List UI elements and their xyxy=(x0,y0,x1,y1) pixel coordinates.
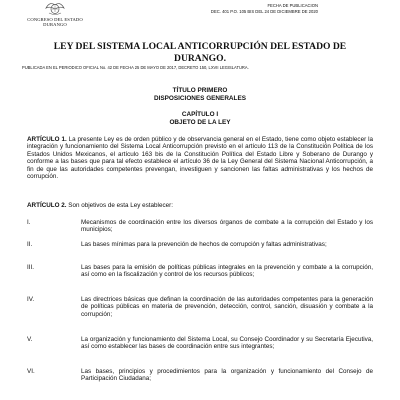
publication-note: PUBLICADA EN EL PERIODICO OFICIAL No. 42 DE FECHA 25 DE MAYO DE 2017, DECRETO 150, LXVII LEGISLATURA. xyxy=(22,65,249,70)
list-item-text: Las directrices básicas que definan la coordinación de las autoridades competentes para la generación de políticas públicas en materia de prevención, detección, control, sanción, disuasión y combate a la corrupción; xyxy=(81,296,373,318)
list-item-text: Las bases mínimas para la prevención de hechos de corrupción y faltas administrativas; xyxy=(81,241,327,248)
list-item-text: La organización y funcionamiento del Sistema Local, su Consejo Coordinador y su Secretaría Ejecutiva, así como establecer las bases de coordinación entre sus integrantes; xyxy=(81,336,373,351)
congress-name: CONGRESO DEL ESTADO xyxy=(27,17,83,22)
congress-state: DURANGO xyxy=(43,22,67,28)
list-item-text: Las bases para la emisión de políticas públicas integrales en la prevención y combate a la corrupción, así como en la fiscalización y control de los recursos públicos; xyxy=(81,264,373,279)
list-item-text: Mecanismos de coordinación entre los diversos órganos de combate a la corrupción del Estado y los municipios; xyxy=(81,219,373,234)
articulo-1-label: ARTÍCULO 1. xyxy=(27,136,67,143)
list-item-number: I. xyxy=(27,219,31,226)
articulo-2-text: Son objetivos de esta Ley establecer: xyxy=(66,202,173,209)
publication-reference: DEC. 401 P.O. 105 BIS DEL 24 DE DICIEMBRE DE 2020 xyxy=(210,8,318,14)
titulo-heading: TÍTULO PRIMERO xyxy=(172,87,228,94)
list-item-number: II. xyxy=(27,241,33,248)
articulo-2 xyxy=(27,202,373,209)
law-title xyxy=(40,41,360,64)
list-item-number: IV. xyxy=(27,296,35,303)
state-coat-of-arms-icon xyxy=(44,0,66,16)
titulo-name: DISPOSICIONES GENERALES xyxy=(154,95,246,102)
articulo-1-text: La presente Ley es de orden público y de observancia general en el Estado, tiene como objeto establecer la integración y funcionamiento del Sistema Local Anticorrupción previsto en el artículo 113 de la Constitución Política de los Estados Unidos Mexicanos, el artículo 163 bis de la Constitución Política del Estado Libre y Soberano de Durango y conforme a las bases que para tal efecto establece el artículo 36 de la Ley General del Sistema Nacional Anticorrupción, a fin de que las autoridades competentes prevengan, investiguen y sancionen las faltas administrativas y los hechos de corrupción. xyxy=(27,136,373,181)
articulo-1 xyxy=(27,136,373,180)
law-title-line-1: LEY DEL SISTEMA LOCAL ANTICORRUPCIÓN DEL ESTADO DE xyxy=(53,41,347,52)
list-item-text: Las bases, principios y procedimientos para la organización y funcionamiento del Consejo de Participación Ciudadana; xyxy=(81,368,373,383)
capitulo-heading: CAPÍTULO I xyxy=(181,111,219,118)
congress-label xyxy=(22,17,88,28)
list-item-number: III. xyxy=(27,264,34,271)
law-title-line-2: DURANGO. xyxy=(174,52,226,64)
publication-date-label: FECHA DE PUBLICACION xyxy=(267,3,318,8)
list-item-number: V. xyxy=(27,336,33,343)
articulo-2-label: ARTÍCULO 2. xyxy=(27,202,67,209)
list-item-number: VI. xyxy=(27,368,35,375)
capitulo-name: OBJETO DE LA LEY xyxy=(169,119,231,126)
